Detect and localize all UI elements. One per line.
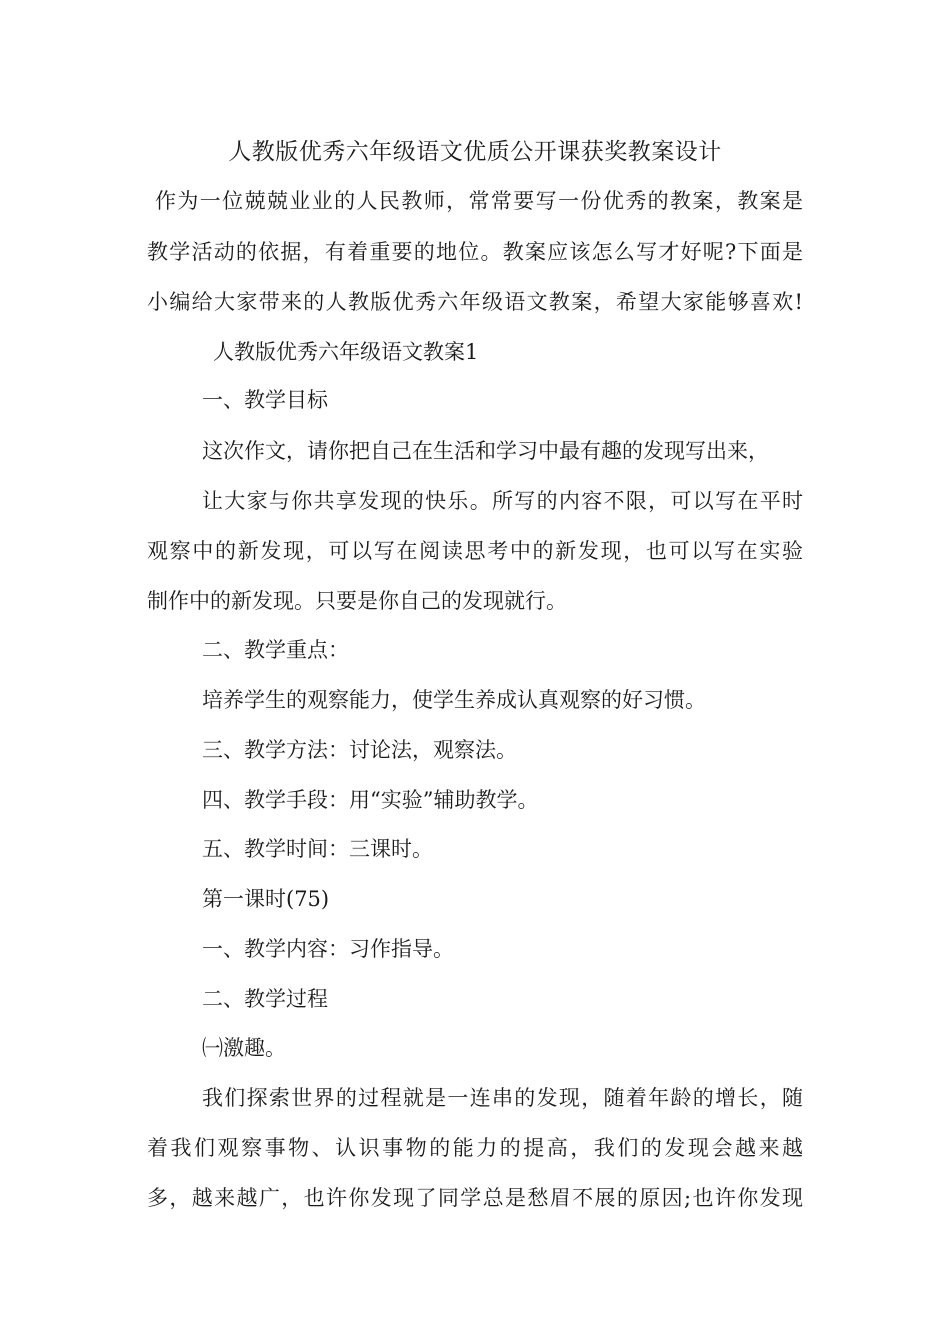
section-heading-focus: 二、教学重点：: [202, 638, 349, 662]
lesson-heading: 人教版优秀六年级语文教案1: [213, 340, 479, 364]
body-paragraph-line-1: 我们探索世界的过程就是一连串的发现，随着年龄的增长，随: [202, 1086, 803, 1110]
objective-paragraph-line-2: 让大家与你共享发现的快乐。所写的内容不限，可以写在平时: [202, 489, 803, 513]
document-title: 人教版优秀六年级语文优质公开课获奖教案设计: [228, 139, 722, 165]
step-heading: ㈠激趣。: [202, 1036, 286, 1060]
focus-text: 培养学生的观察能力，使学生养成认真观察的好习惯。: [202, 688, 706, 712]
objective-paragraph-line-1: 这次作文，请你把自己在生活和学习中最有趣的发现写出来，: [202, 439, 769, 463]
teaching-process-heading: 二、教学过程: [202, 987, 328, 1011]
section-means: 四、教学手段：用“实验”辅助教学。: [202, 788, 539, 812]
intro-line-2: 教学活动的依据，有着重要的地位。教案应该怎么写才好呢?下面是: [147, 240, 803, 264]
period-heading: 第一课时(75): [202, 887, 330, 911]
intro-line-3: 小编给大家带来的人教版优秀六年级语文教案，希望大家能够喜欢!: [147, 290, 803, 314]
section-heading-objectives: 一、教学目标: [202, 388, 328, 412]
body-paragraph-line-3: 多，越来越广，也许你发现了同学总是愁眉不展的原因;也许你发现: [147, 1186, 803, 1210]
teaching-content: 一、教学内容：习作指导。: [202, 937, 454, 961]
section-time: 五、教学时间：三课时。: [202, 837, 433, 861]
objective-paragraph-line-3: 观察中的新发现，可以写在阅读思考中的新发现，也可以写在实验: [147, 539, 803, 563]
body-paragraph-line-2: 着我们观察事物、认识事物的能力的提高，我们的发现会越来越: [147, 1136, 803, 1160]
section-methods: 三、教学方法：讨论法，观察法。: [202, 738, 517, 762]
objective-paragraph-line-4: 制作中的新发现。只要是你自己的发现就行。: [147, 589, 567, 613]
intro-line-1: 作为一位兢兢业业的人民教师，常常要写一份优秀的教案，教案是: [155, 189, 803, 213]
